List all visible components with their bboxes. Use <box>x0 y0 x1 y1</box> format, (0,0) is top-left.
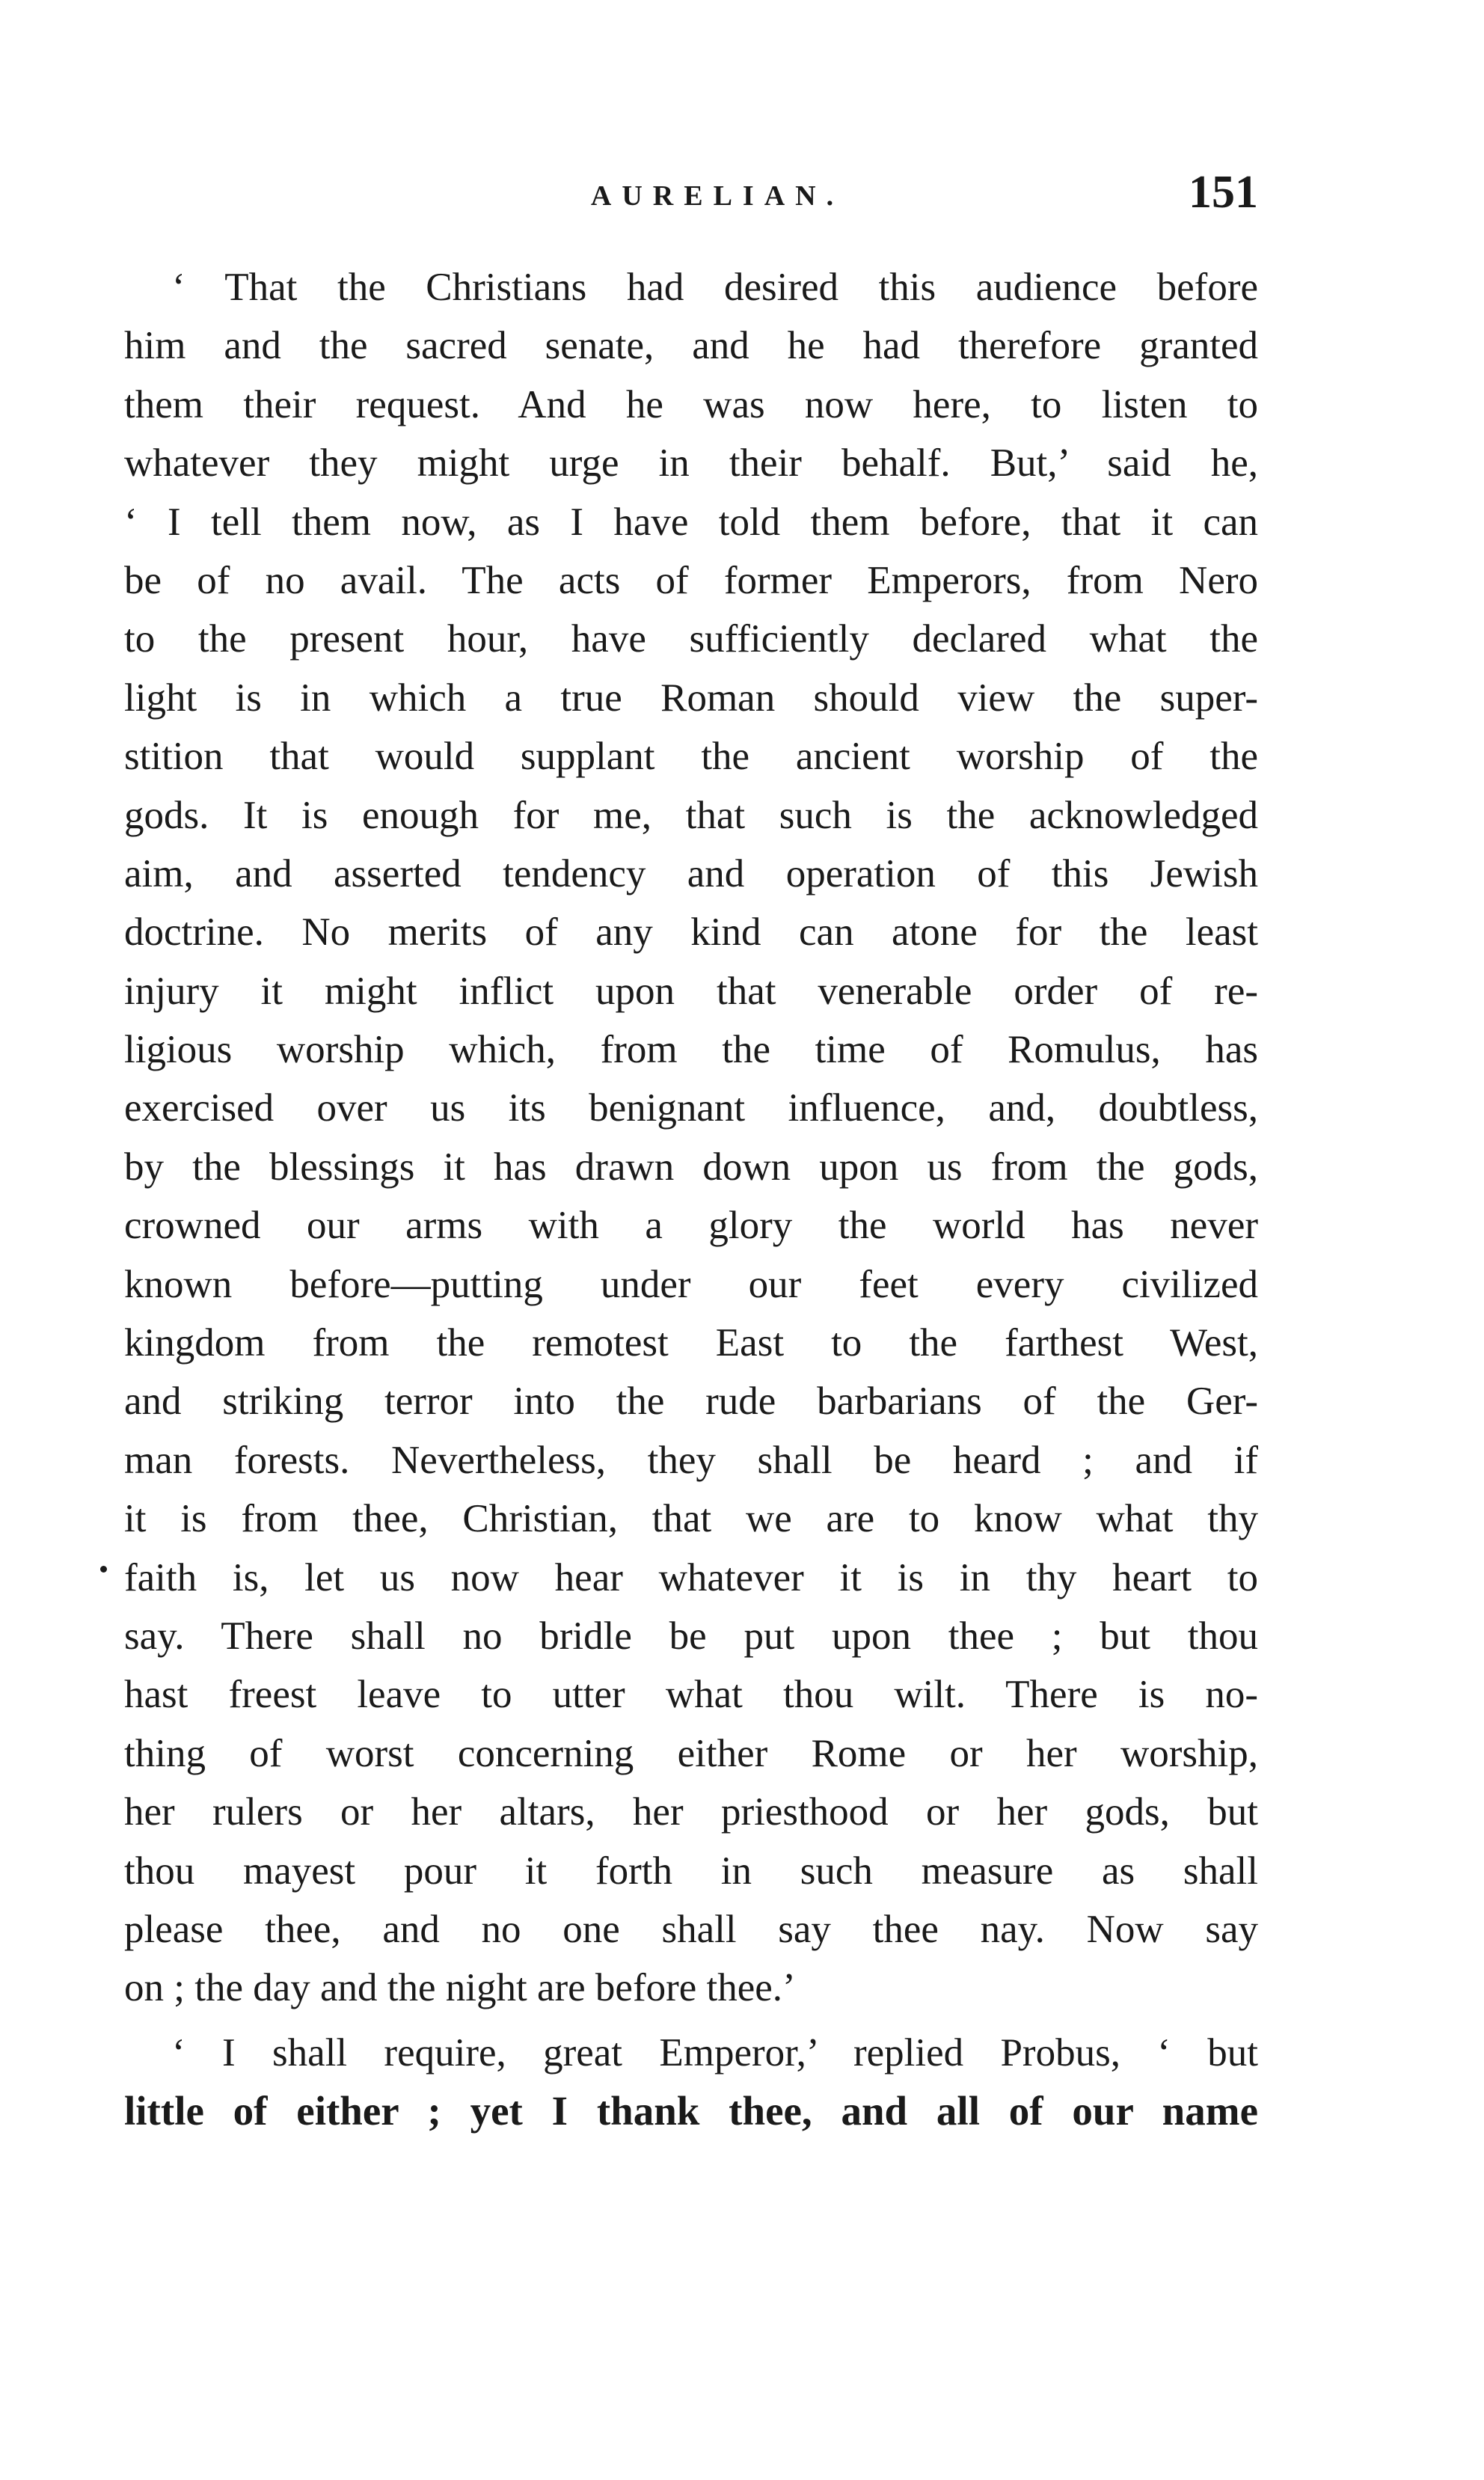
text-line: gods. It is enough for me, that such is the acknowledged <box>124 793 1258 837</box>
text-line: to the present hour, have sufficiently declared what the <box>124 617 1258 661</box>
text-line: on ; the day and the night are before thee.’ <box>124 1966 796 2010</box>
text-line: faith is, let us now hear whatever it is in thy heart to <box>124 1555 1258 1599</box>
text-line: it is from thee, Christian, that we are to know what thy <box>124 1497 1258 1541</box>
body-text <box>124 258 1258 2141</box>
text-line: and striking terror into the rude barbarians of the Ger- <box>124 1380 1258 1424</box>
text-line: thing of worst concerning either Rome or her worship, <box>124 1731 1258 1775</box>
text-line: exercised over us its benignant influence, and, doubtless, <box>124 1086 1258 1130</box>
text-line: ‘ I tell them now, as I have told them before, that it can <box>124 500 1258 544</box>
text-line: please thee, and no one shall say thee nay. Now say <box>124 1907 1258 1951</box>
text-line: him and the sacred senate, and he had therefore granted <box>124 324 1258 368</box>
stray-ink-mark <box>100 1566 107 1573</box>
text-line: by the blessings it has drawn down upon us from the gods, <box>124 1145 1258 1189</box>
text-line: kingdom from the remotest East to the farthest West, <box>124 1321 1258 1365</box>
running-title: AURELIAN. <box>590 180 844 212</box>
text-line: ‘ I shall require, great Emperor,’ replied Probus, ‘ but <box>172 2030 1258 2075</box>
text-line: aim, and asserted tendency and operation of this Jewish <box>124 851 1258 895</box>
text-line: injury it might inflict upon that venerable order of re- <box>124 969 1258 1013</box>
paragraph <box>124 258 1258 2018</box>
text-line: stition that would supplant the ancient worship of the <box>124 735 1258 779</box>
text-line: ligious worship which, from the time of Romulus, has <box>124 1028 1258 1072</box>
text-line: ‘ That the Christians had desired this audience before <box>172 266 1258 309</box>
text-line: her rulers or her altars, her priesthood or her gods, but <box>124 1790 1258 1834</box>
text-line: man forests. Nevertheless, they shall be heard ; and if <box>124 1438 1258 1482</box>
text-line: light is in which a true Roman should view the super- <box>124 676 1258 720</box>
text-line: little of either ; yet I thank thee, and all of our name <box>124 2088 1258 2134</box>
text-line: thou mayest pour it forth in such measure as shall <box>124 1849 1258 1893</box>
page-number: 151 <box>1189 167 1258 218</box>
text-line: known before—putting under our feet every civilized <box>124 1262 1258 1306</box>
paragraph <box>124 2024 1258 2141</box>
text-line: them their request. And he was now here, to listen to <box>124 382 1258 426</box>
text-line: hast freest leave to utter what thou wilt. There is no- <box>124 1673 1258 1717</box>
paragraph-gap <box>124 2018 1258 2024</box>
text-line: say. There shall no bridle be put upon thee ; but thou <box>124 1614 1258 1658</box>
text-line: whatever they might urge in their behalf. But,’ said he, <box>124 441 1258 486</box>
text-line: be of no avail. The acts of former Emperors, from Nero <box>124 558 1258 602</box>
text-line: doctrine. No merits of any kind can atone for the least <box>124 910 1258 955</box>
text-line: crowned our arms with a glory the world has never <box>124 1204 1258 1248</box>
running-head <box>124 166 1258 218</box>
